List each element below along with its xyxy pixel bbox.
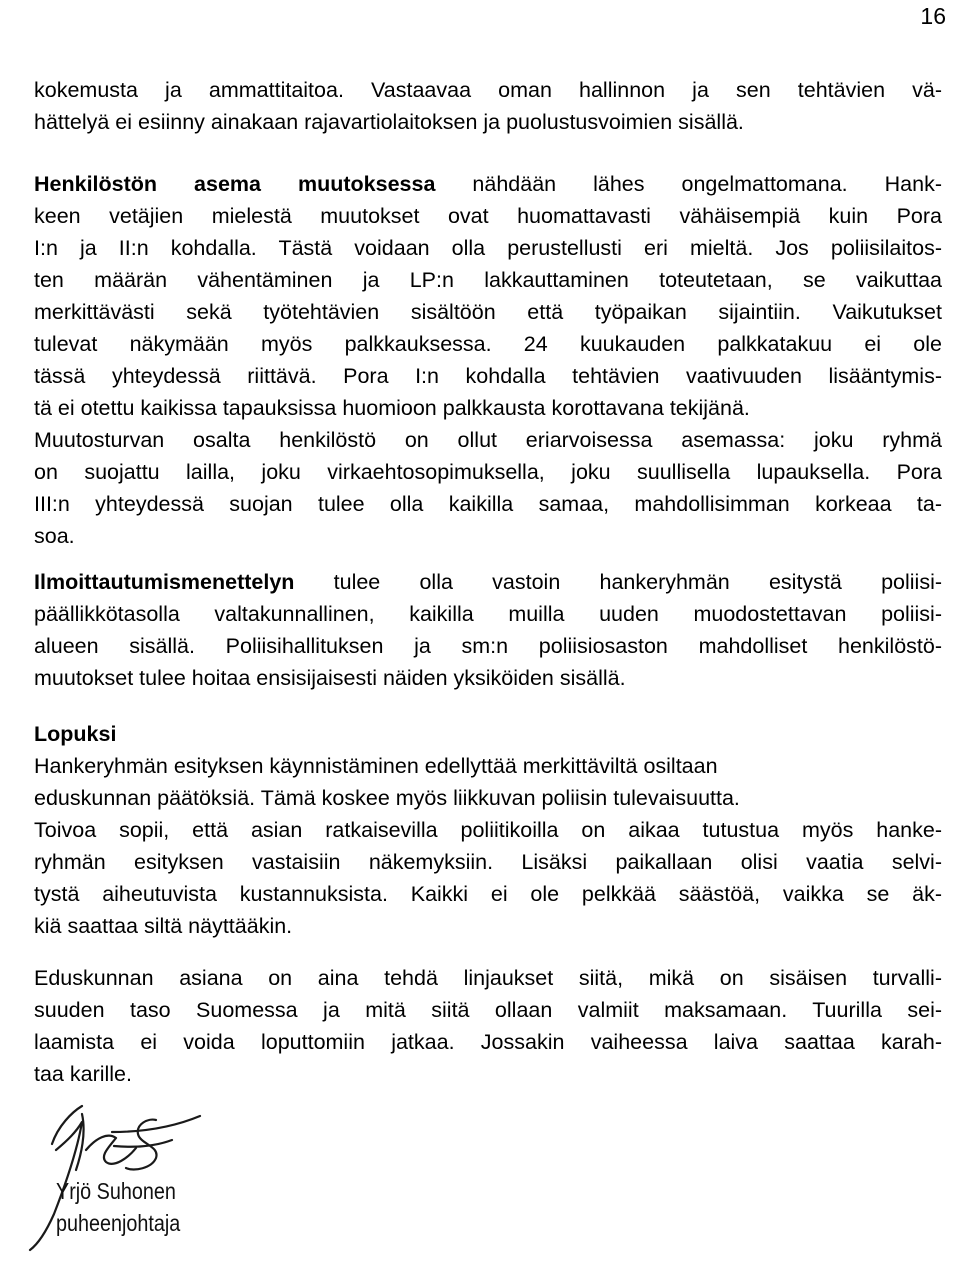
section-heading: Lopuksi <box>34 722 117 746</box>
text-line: keen vetäjien mielestä muutokset ovat huomattavasti vähäisempiä kuin Pora <box>34 204 942 228</box>
text-line <box>34 168 942 200</box>
paragraph-henkiloston-asema <box>34 168 942 552</box>
signer-name: Yrjö Suhonen <box>56 1178 176 1204</box>
signature-block <box>16 1092 316 1252</box>
signer-title: puheenjohtaja <box>56 1210 181 1236</box>
text-line: soa. <box>34 524 75 548</box>
text-line: tystä aiheutuvista kustannuksista. Kaikki ei ole pelkkää säästöä, vaikka se äk- <box>34 882 942 906</box>
text-line: III:n yhteydessä suojan tulee olla kaikilla samaa, mahdollisimman korkeaa ta- <box>34 492 942 516</box>
text-line: alueen sisällä. Poliisihallituksen ja sm:n poliisiosaston mahdolliset henkilöstö- <box>34 634 942 658</box>
text-line-continuation: tulee olla vastoin hankeryhmän esitystä poliisi- <box>294 570 942 594</box>
text-line: laamista ei voida loputtomiin jatkaa. Jossakin vaiheessa laiva saattaa karah- <box>34 1030 942 1054</box>
text-line: ryhmän esityksen vastaisiin näkemyksiin. Lisäksi paikallaan olisi vaatia selvi- <box>34 850 942 874</box>
text-line: tä ei otettu kaikissa tapauksissa huomioon palkkausta korottavana tekijänä. <box>34 396 750 420</box>
paragraph-lopuksi <box>34 718 942 942</box>
text-line: on suojattu lailla, joku virkaehtosopimuksella, joku suullisella lupauksella. Pora <box>34 460 942 484</box>
text-line: eduskunnan päätöksiä. Tämä koskee myös liikkuvan poliisin tulevaisuutta. <box>34 786 740 810</box>
bold-lead-phrase: Henkilöstön asema muutoksessa <box>34 172 436 196</box>
text-line: tulevat näkymään myös palkkauksessa. 24 kuukauden palkkatakuu ei ole <box>34 332 942 356</box>
text-line: tässä yhteydessä riittävä. Pora I:n kohdalla tehtävien vaativuuden lisääntymis- <box>34 364 942 388</box>
text-line: muutokset tulee hoitaa ensisijaisesti näiden yksiköiden sisällä. <box>34 666 626 690</box>
text-line-continuation: nähdään lähes ongelmattomana. Hank- <box>435 172 942 196</box>
paragraph-ilmoittautumismenettely <box>34 566 942 694</box>
bold-lead-phrase: Ilmoittautumismenettelyn <box>34 570 295 594</box>
text-line: I:n ja II:n kohdalla. Tästä voidaan olla perustellusti eri mieltä. Jos poliisilaitos- <box>34 236 942 260</box>
text-line: Muutosturvan osalta henkilöstö on ollut eriarvoisessa asemassa: joku ryhmä <box>34 428 942 452</box>
text-line <box>34 566 942 598</box>
text-line: Toivoa sopii, että asian ratkaisevilla poliitikoilla on aikaa tutustua myös hanke- <box>34 818 942 842</box>
text-line: taa karille. <box>34 1062 132 1086</box>
text-line: merkittävästi sekä työtehtävien sisältöön että työpaikan sijaintiin. Vaikutukset <box>34 300 942 324</box>
text-line: suuden taso Suomessa ja mitä siitä ollaan valmiit maksamaan. Tuurilla sei- <box>34 998 942 1022</box>
text-line: ten määrän vähentäminen ja LP:n lakkauttaminen toteutetaan, se vaikuttaa <box>34 268 942 292</box>
text-line: päällikkötasolla valtakunnallinen, kaikilla muilla uuden muodostettavan poliisi- <box>34 602 942 626</box>
text-line: hättelyä ei esiinny ainakaan rajavartiolaitoksen ja puolustusvoimien sisällä. <box>34 110 744 134</box>
paragraph-1 <box>34 74 942 138</box>
text-line: kokemusta ja ammattitaitoa. Vastaavaa oman hallinnon ja sen tehtävien vä- <box>34 78 942 102</box>
page-number: 16 <box>920 3 946 29</box>
paragraph-eduskunta <box>34 962 942 1090</box>
text-line: kiä saattaa siltä näyttääkin. <box>34 914 293 938</box>
text-line: Hankeryhmän esityksen käynnistäminen edellyttää merkittäviltä osiltaan <box>34 754 718 778</box>
text-line: Eduskunnan asiana on aina tehdä linjaukset siitä, mikä on sisäisen turvalli- <box>34 966 942 990</box>
